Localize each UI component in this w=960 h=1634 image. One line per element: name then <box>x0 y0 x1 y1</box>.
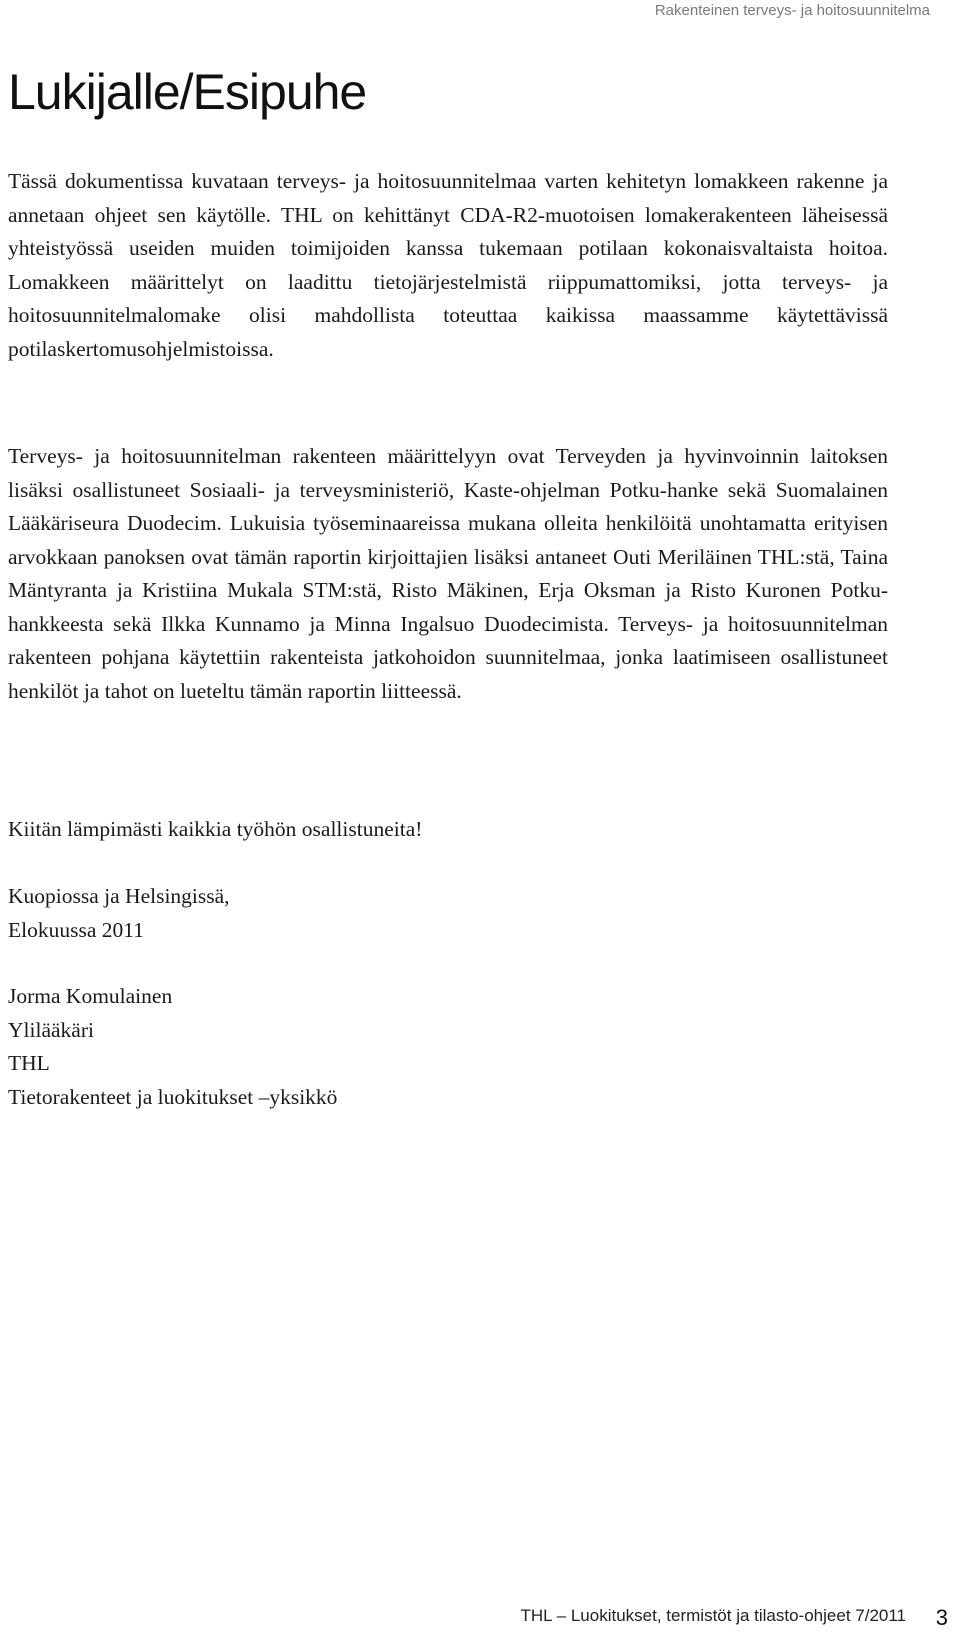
paragraph-text: Terveys- ja hoitosuunnitelman rakenteen määrittelyyn ovat Terveyden ja hyvinvoinnin laitoksen lisäksi osallistuneet Sosiaali- ja terveysministeriö, Kaste-ohjelman Potku-hanke sekä Suomalainen Lääkäriseura Duodecim. Lukuisia työseminaareissa mukana olleita henkilöitä unohtamatta erityisen arvokkaan panoksen ovat tämän raportin kirjoittajien lisäksi antaneet Outi Meriläinen THL:stä, Taina Mäntyranta ja Kristiina Mukala STM:stä, Risto Mäkinen, Erja Oksman ja Risto Kuronen Potku-hankkeesta sekä Ilkka Kunnamo ja Minna Ingalsuo Duodecimista. Terveys- ja hoitosuunnitelman rakenteen pohjana käytettiin rakenteista jatkohoidon suunnitelmaa, jonka laatimiseen osallistuneet henkilöt ja tahot on lueteltu tämän raportin liitteessä. <box>8 444 888 703</box>
signature-organization: THL <box>8 1051 50 1075</box>
running-header: Rakenteinen terveys- ja hoitosuunnitelma <box>654 2 930 19</box>
paragraph-text: Tässä dokumentissa kuvataan terveys- ja hoitosuunnitelmaa varten kehitetyn lomakkeen rakenne ja annetaan ohjeet sen käytölle. THL on kehittänyt CDA-R2-muotoisen lomakerakenteen läheisessä yhteistyössä useiden muiden toimijoiden kanssa tukemaan potilaan kokonaisvaltaista hoitoa. Lomakkeen määrittelyt on laadittu tietojärjestelmistä riippumattomiksi, jotta terveys- ja hoitosuunnitelmalomake olisi mahdollista toteuttaa kaikissa maassamme käytettävissä potilaskertomusohjelmistoissa. <box>8 169 888 361</box>
paragraph-thanks <box>8 813 888 847</box>
paragraph-text: Kiitän lämpimästi kaikkia työhön osallistuneita! <box>8 817 423 841</box>
closing-place: Kuopiossa ja Helsingissä, <box>8 884 230 908</box>
signature-name: Jorma Komulainen <box>8 984 173 1008</box>
page-title: Lukijalle/Esipuhe <box>8 64 367 120</box>
closing-date: Elokuussa 2011 <box>8 917 144 942</box>
closing-block <box>8 880 888 947</box>
page-number: 3 <box>935 1605 948 1630</box>
signature-position: Ylilääkäri <box>8 1017 94 1042</box>
footer-publication: THL – Luokitukset, termistöt ja tilasto-ohjeet 7/2011 <box>520 1606 906 1625</box>
paragraph-intro <box>8 165 888 366</box>
signature-block <box>8 980 888 1114</box>
paragraph-contributors <box>8 440 888 708</box>
signature-unit: Tietorakenteet ja luokitukset –yksikkö <box>8 1084 338 1109</box>
